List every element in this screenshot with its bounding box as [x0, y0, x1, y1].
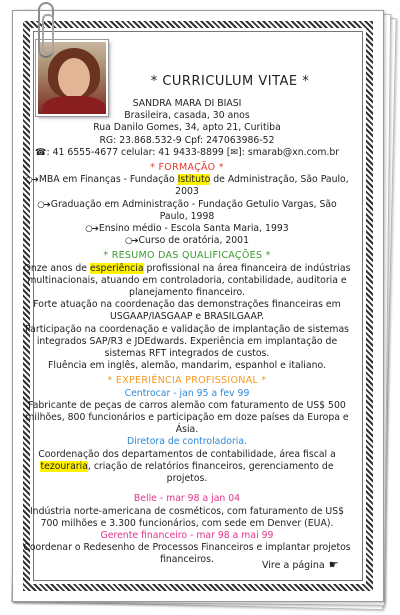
education-item: ○➔Graduação em Administração - Fundação Getulio Vargas, São Paulo, 1998: [37, 198, 337, 222]
experience-heading: * EXPERIÊNCIA PROFISSIONAL *: [107, 375, 267, 387]
highlight-word: tezouraria: [40, 460, 88, 472]
job-company: Centrocar - jan 95 a fev 99: [124, 387, 250, 399]
qualification-paragraph: Forte atuação na coordenação das demonstrações financeiras em USGAAP/IASGAAP e BRASILGAAP.: [33, 299, 341, 323]
pointing-hand-icon: ☛: [328, 558, 339, 571]
contact-phones: 41 6555-4677 celular: 41 9433-8899: [52, 146, 224, 158]
contact-line: [22, 147, 352, 159]
education-item: ○➔MBA em Finanças - Fundação Istituto de Administração, São Paulo, 2003: [25, 174, 349, 198]
turn-page-link[interactable]: [262, 558, 372, 571]
education-item: ○➔Curso de oratória, 2001: [124, 235, 250, 247]
arrow-bullet-icon: ○➔: [37, 199, 50, 210]
job-role: Diretora de controladoria.: [126, 436, 248, 448]
job-role-description: Coordenar o Redesenho de Processos Financeiros e implantar projetos financeiros.: [23, 542, 351, 566]
qualification-paragraph: Onze anos de esperiência profissional na área financeira de indústrias multinacionais, atuando em controladoria, contabilidade, auditoria e planejamento financeiro.: [23, 262, 351, 299]
job-description: Indústria norte-americana de cosméticos, com faturamento de US$ 700 milhões e 3.300 funcionários, com sede em Denver (EUA).: [29, 505, 345, 529]
highlight-word: esperiência: [89, 262, 144, 274]
job-company: Belle - mar 98 a jan 04: [133, 493, 241, 505]
arrow-bullet-icon: ○➔: [25, 175, 38, 186]
job-description: Fabricante de peças de carros alemão com faturamento de US$ 500 milhões, 800 funcionários e participação em doze países da Europa e Ásia.: [25, 399, 349, 436]
paperclip-icon: [38, 2, 54, 58]
arrow-bullet-icon: ○➔: [85, 224, 98, 235]
person-address: Rua Danilo Gomes, 34, apto 21, Curitiba: [93, 122, 281, 134]
personal-info: [22, 98, 352, 159]
person-name: SANDRA MARA DI BIASI: [132, 98, 242, 109]
qualifications-heading: * RESUMO DAS QUALIFICAÇÕES *: [103, 250, 271, 262]
person-status: Brasileira, casada, 30 anos: [124, 110, 250, 122]
phone-icon: ☎:: [34, 146, 50, 158]
education-item: ○➔Ensino médio - Escola Santa Maria, 1993: [85, 223, 289, 235]
cv-content: [22, 98, 352, 567]
education-heading: * FORMAÇÃO *: [150, 162, 224, 174]
contact-email[interactable]: smarab@xn.com.br: [247, 146, 340, 158]
turn-page-label: Vire a página: [262, 560, 325, 571]
email-icon: [✉]:: [226, 146, 245, 158]
highlight-word: Istituto: [177, 174, 211, 186]
cv-title: * CURRICULUM VITAE *: [150, 74, 310, 89]
person-ids: RG: 23.868.532-9 Cpf: 247063986-52: [99, 134, 275, 146]
job-role-description: Coordenação dos departamentos de contabilidade, área fiscal a tezouraria, criação de relatórios financeiros, gerenciamento de projetos.: [38, 448, 336, 485]
qualification-paragraph: Participação na coordenação e validação de implantação de sistemas integrados SAP/R3 e JDEdwards. Experiência em implantação de sistemas RFT integrados de custos.: [24, 323, 349, 360]
job-role: Gerente financeiro - mar 98 a mai 99: [100, 529, 274, 541]
arrow-bullet-icon: ○➔: [124, 236, 138, 247]
qualification-paragraph: Fluência em inglês, alemão, mandarim, espanhol e italiano.: [48, 360, 326, 372]
